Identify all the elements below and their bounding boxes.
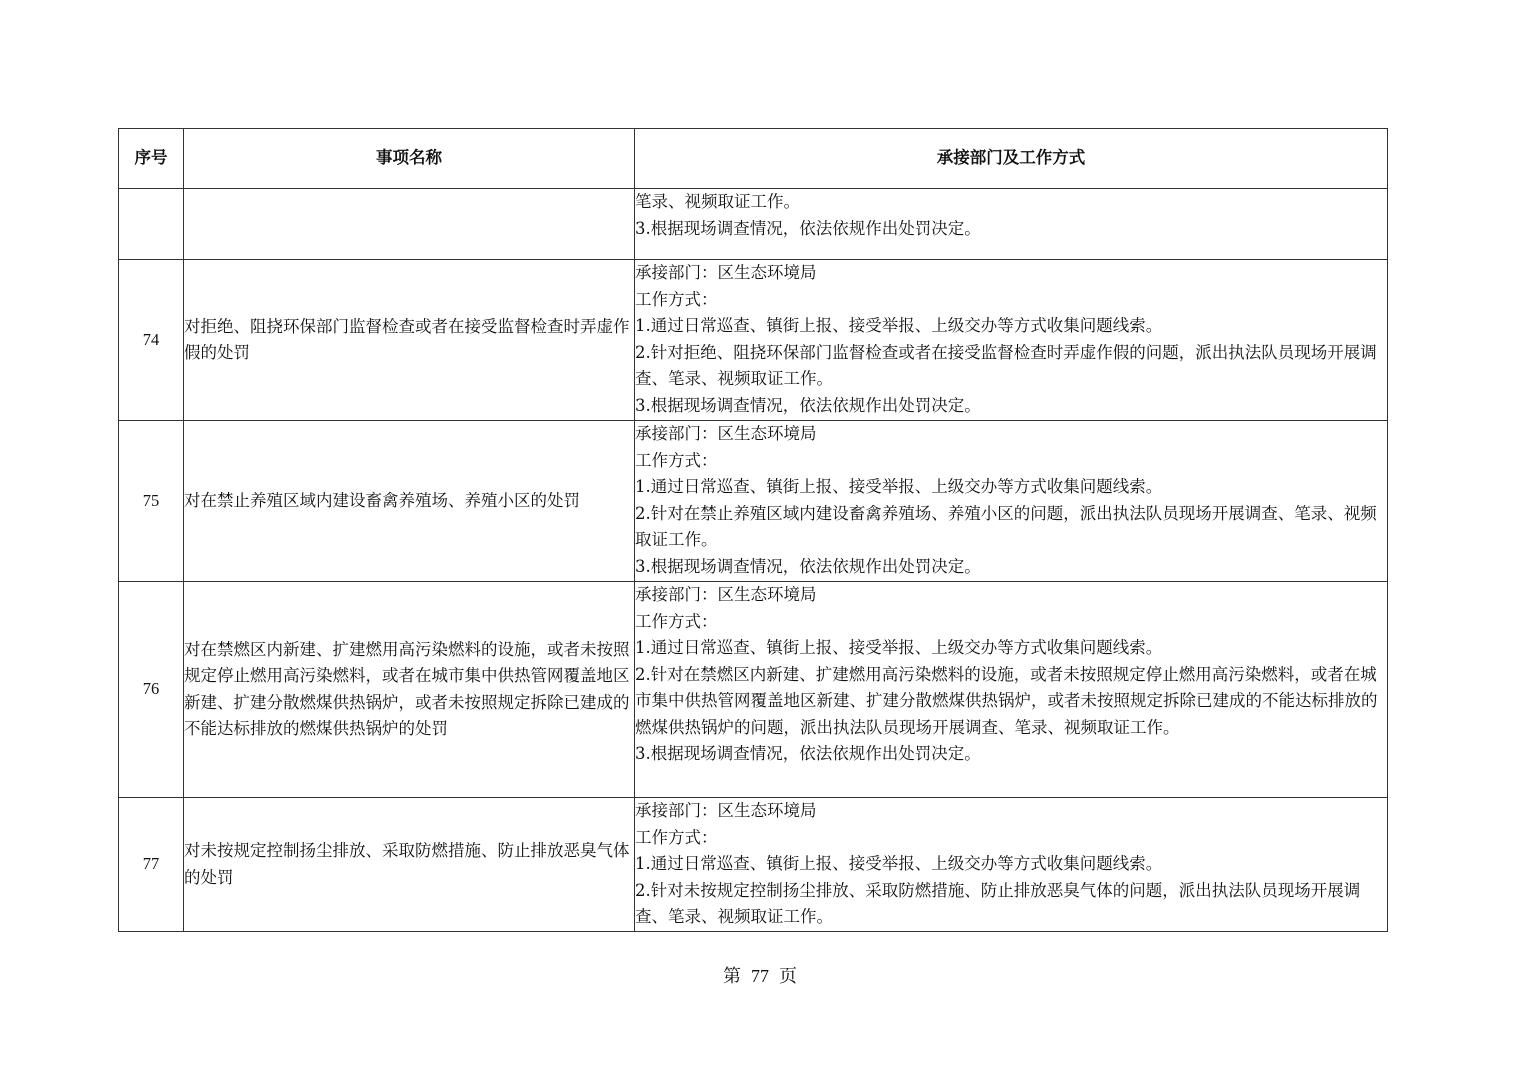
table-row <box>119 189 1388 260</box>
row-department-method <box>635 421 1388 582</box>
method-line: 2.针对在禁燃区内新建、扩建燃用高污染燃料的设施，或者未按照规定停止燃用高污染燃料，或者在城市集中供热管网覆盖地区新建、扩建分散燃煤供热锅炉，或者未按照规定拆除已建成的不能达标排放的燃煤供热锅炉的问题，派出执法队员现场开展调查、笔录、视频取证工作。 <box>635 664 1378 737</box>
header-serial-number: 序号 <box>119 129 184 189</box>
page-number-footer <box>0 962 1520 988</box>
method-line: 工作方式： <box>635 450 718 470</box>
method-line: 工作方式： <box>635 827 718 847</box>
method-line: 2.针对未按规定控制扬尘排放、采取防燃措施、防止排放恶臭气体的问题，派出执法队员现场开展调查、笔录、视频取证工作。 <box>635 880 1361 926</box>
method-line: 3.根据现场调查情况，依法依规作出处罚决定。 <box>635 395 981 415</box>
page-suffix: 页 <box>779 966 797 987</box>
method-line: 承接部门：区生态环境局 <box>635 585 817 604</box>
row-item-name <box>184 189 635 260</box>
row-number <box>119 189 184 260</box>
row-item-name: 对拒绝、阻挠环保部门监督检查或者在接受监督检查时弄虚作假的处罚 <box>184 260 635 421</box>
method-line: 承接部门：区生态环境局 <box>635 424 817 443</box>
table-row <box>119 798 1388 932</box>
method-line: 1.通过日常巡查、镇街上报、接受举报、上级交办等方式收集问题线索。 <box>635 477 1163 496</box>
table-row <box>119 421 1388 582</box>
method-line: 3.根据现场调查情况，依法依规作出处罚决定。 <box>635 556 981 576</box>
row-number: 77 <box>119 798 184 932</box>
method-line: 1.通过日常巡查、镇街上报、接受举报、上级交办等方式收集问题线索。 <box>635 854 1163 873</box>
table-row <box>119 582 1388 798</box>
method-line: 笔录、视频取证工作。 <box>635 192 800 211</box>
row-department-method <box>635 798 1388 932</box>
row-number: 75 <box>119 421 184 582</box>
method-line: 3.根据现场调查情况，依法依规作出处罚决定。 <box>635 218 981 238</box>
table-header-row <box>119 129 1388 189</box>
matters-table <box>118 128 1388 932</box>
method-line: 工作方式： <box>635 611 718 631</box>
method-line: 工作方式： <box>635 289 718 309</box>
header-item-name: 事项名称 <box>184 129 635 189</box>
header-department-method: 承接部门及工作方式 <box>635 129 1388 189</box>
row-item-name: 对在禁燃区内新建、扩建燃用高污染燃料的设施，或者未按照规定停止燃用高污染燃料，或者在城市集中供热管网覆盖地区新建、扩建分散燃煤供热锅炉，或者未按照规定拆除已建成的不能达标排放的燃煤供热锅炉的处罚 <box>184 582 635 798</box>
method-line: 1.通过日常巡查、镇街上报、接受举报、上级交办等方式收集问题线索。 <box>635 638 1163 657</box>
method-line: 2.针对拒绝、阻挠环保部门监督检查或者在接受监督检查时弄虚作假的问题，派出执法队员现场开展调查、笔录、视频取证工作。 <box>635 342 1377 388</box>
row-item-name: 对未按规定控制扬尘排放、采取防燃措施、防止排放恶臭气体的处罚 <box>184 798 635 932</box>
row-number: 76 <box>119 582 184 798</box>
page-number: 77 <box>751 966 769 986</box>
row-department-method <box>635 189 1388 260</box>
method-line: 2.针对在禁止养殖区域内建设畜禽养殖场、养殖小区的问题，派出执法队员现场开展调查、笔录、视频取证工作。 <box>635 503 1377 549</box>
method-line: 3.根据现场调查情况，依法依规作出处罚决定。 <box>635 744 981 763</box>
row-number: 74 <box>119 260 184 421</box>
table-row <box>119 260 1388 421</box>
method-line: 1.通过日常巡查、镇街上报、接受举报、上级交办等方式收集问题线索。 <box>635 316 1163 335</box>
row-item-name: 对在禁止养殖区域内建设畜禽养殖场、养殖小区的处罚 <box>184 421 635 582</box>
row-department-method <box>635 260 1388 421</box>
method-line: 承接部门：区生态环境局 <box>635 263 817 282</box>
method-line: 承接部门：区生态环境局 <box>635 801 817 820</box>
row-department-method <box>635 582 1388 798</box>
page-prefix: 第 <box>723 966 741 987</box>
